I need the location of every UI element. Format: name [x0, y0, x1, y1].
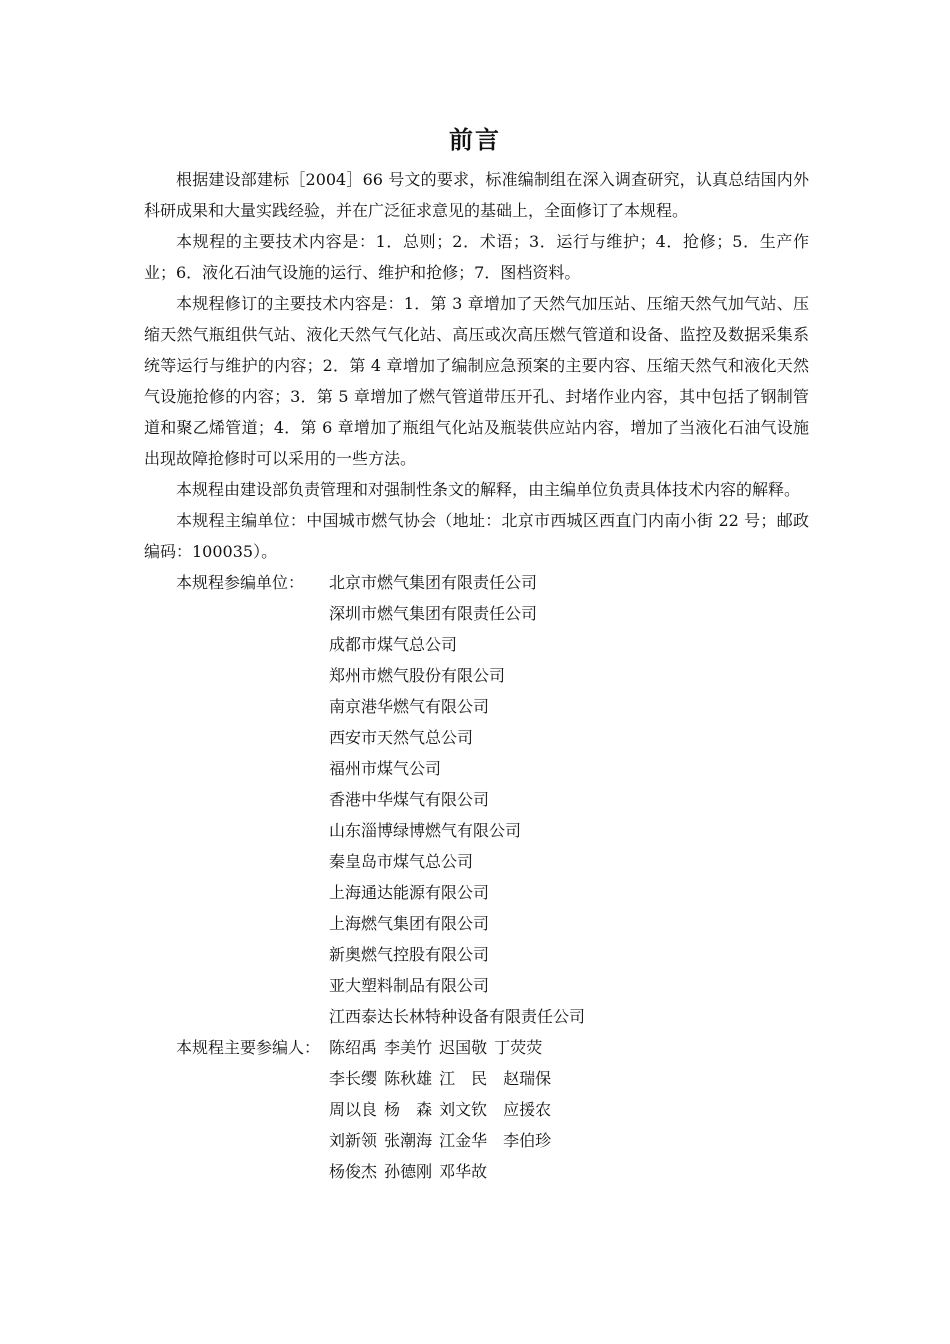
drafter-names: 刘新领 张潮海 江金华 李伯珍: [329, 1131, 552, 1150]
page-title: 前言: [449, 125, 501, 154]
participating-unit: 上海燃气集团有限公司: [329, 914, 490, 933]
drafters-row: [144, 1156, 809, 1187]
paragraph-chief-editor: 本规程主编单位：中国城市燃气协会（地址：北京市西城区西直门内南小街 22 号；邮政编码：100035）。: [144, 511, 809, 561]
drafter-names: 陈绍禹 李美竹 迟国敬 丁荧荧: [329, 1038, 543, 1057]
participating-unit: 福州市煤气公司: [329, 759, 442, 778]
participating-unit: 秦皇岛市煤气总公司: [329, 852, 474, 871]
drafters-row: [144, 1125, 809, 1156]
participating-unit-row: [144, 691, 809, 722]
participating-unit: 上海通达能源有限公司: [329, 883, 490, 902]
participating-unit: 新奥燃气控股有限公司: [329, 945, 490, 964]
paragraph-main-content: 本规程的主要技术内容是：1．总则；2．术语；3．运行与维护；4．抢修；5．生产作业；6．液化石油气设施的运行、维护和抢修；7．图档资料。: [144, 232, 809, 282]
participating-unit-row: [144, 1001, 809, 1032]
participating-unit: 香港中华煤气有限公司: [329, 790, 490, 809]
participating-unit: 深圳市燃气集团有限责任公司: [329, 604, 538, 623]
paragraph-revision-content: 本规程修订的主要技术内容是：1．第 3 章增加了天然气加压站、压缩天然气加气站、压缩天然气瓶组供气站、液化天然气气化站、高压或次高压燃气管道和设备、监控及数据采集系统等运行与维护的内容；2．第 4 章增加了编制应急预案的主要内容、压缩天然气和液化天然气设施抢修的内容；3．第 5 章增加了燃气管道带压开孔、封堵作业内容，其中包括了钢制管道和聚乙烯管道；4．第 6 章增加了瓶组气化站及瓶装供应站内容，增加了当液化石油气设施出现故障抢修时可以采用的一些方法。: [144, 294, 809, 468]
participating-units-label: 本规程参编单位：: [176, 573, 305, 592]
participating-unit-row: [144, 660, 809, 691]
participating-unit-row: [144, 939, 809, 970]
participating-unit-row: [144, 970, 809, 1001]
participating-unit-row: [144, 567, 809, 598]
drafter-names: 周以良 杨 森 刘文钦 应援农: [329, 1100, 552, 1119]
participating-unit: 成都市煤气总公司: [329, 635, 458, 654]
participating-unit: 山东淄博绿博燃气有限公司: [329, 821, 522, 840]
participating-unit-row: [144, 815, 809, 846]
drafters-row: [144, 1032, 809, 1063]
participating-unit-row: [144, 629, 809, 660]
participating-unit-row: [144, 753, 809, 784]
participating-unit: 亚大塑料制品有限公司: [329, 976, 490, 995]
participating-unit: 北京市燃气集团有限责任公司: [329, 573, 538, 592]
participating-unit: 江西泰达长林特种设备有限责任公司: [329, 1007, 586, 1026]
drafters-row: [144, 1063, 809, 1094]
participating-unit-row: [144, 784, 809, 815]
drafter-names: 李长缨 陈秋雄 江 民 赵瑞保: [329, 1069, 552, 1088]
main-drafters-label: 本规程主要参编人：: [176, 1038, 321, 1057]
paragraph-compilation-basis: 根据建设部建标［2004］66 号文的要求，标准编制组在深入调查研究，认真总结国内外科研成果和大量实践经验，并在广泛征求意见的基础上，全面修订了本规程。: [144, 170, 809, 220]
drafters-row: [144, 1094, 809, 1125]
participating-unit-row: [144, 877, 809, 908]
participating-unit: 西安市天然气总公司: [329, 728, 474, 747]
participating-unit-row: [144, 722, 809, 753]
drafter-names: 杨俊杰 孙德刚 邓华故: [329, 1162, 488, 1181]
paragraph-management: 本规程由建设部负责管理和对强制性条文的解释，由主编单位负责具体技术内容的解释。: [176, 480, 801, 499]
participating-unit-row: [144, 598, 809, 629]
preface-body: [144, 164, 809, 1187]
participating-unit: 郑州市燃气股份有限公司: [329, 666, 506, 685]
participating-unit: 南京港华燃气有限公司: [329, 697, 490, 716]
participating-unit-row: [144, 846, 809, 877]
participating-unit-row: [144, 908, 809, 939]
